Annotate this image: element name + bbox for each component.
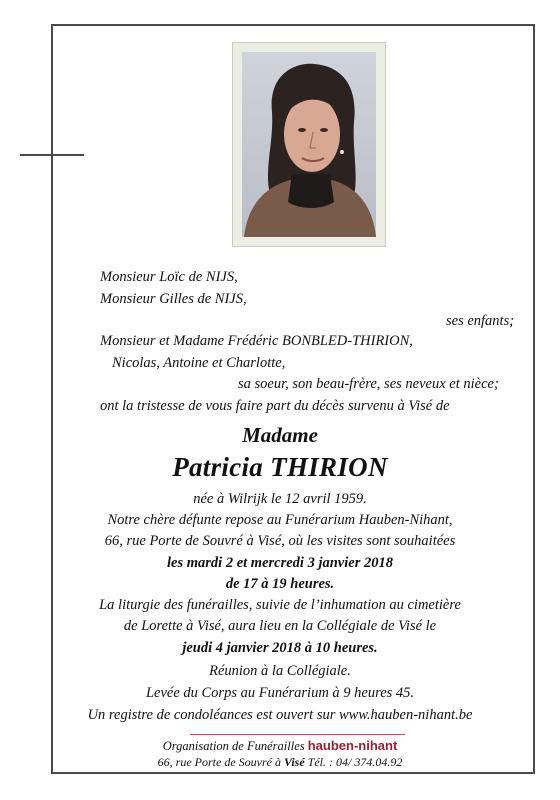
footer-divider [190,734,405,735]
family-line-7: ont la tristesse de vous faire part du décès survenu à Visé de [100,398,450,414]
organizer-label: Organisation de Funérailles [162,739,305,753]
family-line-5: Nicolas, Antoine et Charlotte, [112,355,286,371]
rest-line-1: Notre chère défunte repose au Funérarium Hauben-Nihant, [107,512,453,528]
organizer-line [0,738,560,754]
liturgy-line-1: La liturgie des funérailles, suivie de l’inhumation au cimetière [99,597,461,613]
registry-line: Un registre de condoléances est ouvert sur www.hauben-nihant.be [87,707,473,723]
address-city: Visé [283,755,305,769]
portrait-illustration [242,52,376,237]
rest-line-2: 66, rue Porte de Souvré à Visé, où les visites sont souhaitées [104,533,456,549]
family-line-1: Monsieur Loïc de NIJS, [100,269,238,285]
address-prefix: 66, rue Porte de Souvré à [157,755,281,769]
brand-logo: hauben-nihant [307,738,398,753]
visit-hours: de 17 à 19 heures. [225,576,335,592]
family-line-4: Monsieur et Madame Frédéric BONBLED-THIRION, [100,333,413,349]
phone-number: Tél. : 04/ 374.04.92 [307,755,403,769]
liturgy-date: jeudi 4 janvier 2018 à 10 heures. [182,640,378,656]
deceased-name: Patricia THIRION [172,452,388,482]
visit-dates: les mardi 2 et mercredi 3 janvier 2018 [167,555,393,571]
deceased-title: Madame [242,423,318,447]
levee-line: Levée du Corps au Funérarium à 9 heures 45. [145,685,415,701]
liturgy-line-2: de Lorette à Visé, aura lieu en la Collégiale de Visé le [123,618,437,634]
family-line-2: Monsieur Gilles de NIJS, [100,291,247,307]
portrait-photo [242,52,376,237]
cross-vertical-bar [51,104,53,304]
family-line-3: ses enfants; [446,313,515,329]
family-line-6: sa soeur, son beau-frère, ses neveux et nièce; [238,376,499,392]
portrait-frame [232,42,386,247]
meeting-line: Réunion à la Collégiale. [209,663,351,679]
birth-line: née à Wilrijk le 12 avril 1959. [193,491,367,507]
cross-horizontal-bar [20,154,84,156]
address-line [0,754,560,770]
